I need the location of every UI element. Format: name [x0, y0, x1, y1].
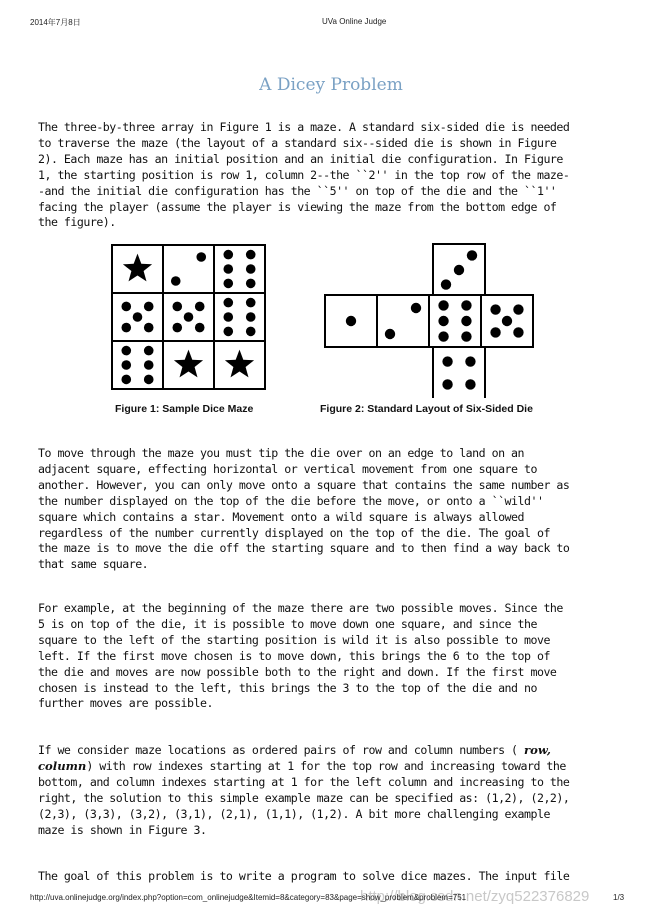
die-face-6 [429, 295, 481, 347]
pip [246, 312, 256, 322]
pip [411, 303, 421, 313]
die-face-2 [163, 245, 214, 293]
pip [195, 302, 205, 312]
pip [144, 375, 154, 385]
pip [121, 323, 131, 333]
figure-2-die-layout [323, 243, 538, 398]
pip [121, 375, 131, 385]
pip [223, 298, 233, 308]
paragraph-example: For example, at the beginning of the maze there are two possible moves. Since the 5 is on top of the die, it is possible to move down one square, and since the square to the left of the starting position is wild it is also possible to move left. If the first move chosen is to move down, this brings the 6 to the top of the die and moves are now possible both to the right and down. If the first move chosen is instead to the left, this brings the 3 to the top of the die and no further moves are possible. [38, 601, 563, 711]
paragraph-movement-rules: To move through the maze you must tip the die over on an edge to land on an adjacent square, effecting horizontal or vertical movement from one square to another. However, you can only move onto a square that contains the same number as the number displayed on the top of the die before the move, or onto a ``wild'' square which contains a star. Movement onto a wild square is always allowed regardless of the number currently displayed on the top of the die. The goal of the maze is to move the die off the starting square and to then find a way back to that same square. [38, 446, 570, 572]
pip [246, 250, 256, 260]
pip [461, 331, 471, 341]
pip [223, 264, 233, 274]
paragraph-solution-format: If we consider maze locations as ordered pairs of row and column numbers ( row, column) with row indexes starting at 1 for the top row and increasing toward the bottom, and column indexes starting at 1 for the left column and increasing to the right, the solution to this simple example maze can be specified as: (1,2), (2,2), (2,3), (3,3), (3,2), (3,1), (2,1), (1,1), (1,2). A bit more challenging example maze is shown in Figure 3. [38, 743, 570, 837]
pip [465, 379, 475, 389]
pip [223, 312, 233, 322]
pip [461, 300, 471, 310]
pip [246, 327, 256, 337]
term-row: row, [524, 743, 551, 757]
pip [465, 356, 475, 366]
pip [385, 329, 395, 339]
pip [442, 379, 452, 389]
pip [246, 298, 256, 308]
pip [346, 316, 356, 326]
pip [172, 302, 182, 312]
die-face-2 [377, 295, 429, 347]
pip [461, 316, 471, 326]
die-face-6 [214, 293, 265, 341]
term-column: column [38, 758, 87, 773]
paragraph-intro: The three-by-three array in Figure 1 is a maze. A standard six-sided die is needed to traverse the maze (the layout of a standard six--sided die is shown in Figure 2). Each maze has an initial position and an initial die configuration. In Figure 1, the starting position is row 1, column 2--the ``2'' in the top row of the maze- -and the initial die configuration has the ``5'' on top of the die and the ``1'' facing the player (assume the player is viewing the maze from the bottom edge of the figure). [38, 120, 570, 230]
pip [121, 346, 131, 356]
pip [513, 327, 523, 337]
pip [502, 316, 512, 326]
pip [223, 279, 233, 289]
figure-1-caption: Figure 1: Sample Dice Maze [115, 403, 254, 415]
pip [171, 276, 181, 286]
pip [438, 331, 448, 341]
pip [442, 356, 452, 366]
pip [438, 300, 448, 310]
figure-2-caption: Figure 2: Standard Layout of Six-Sided Die [320, 403, 533, 415]
pip [121, 360, 131, 370]
pip [223, 327, 233, 337]
pip [144, 360, 154, 370]
pip [144, 302, 154, 312]
die-face-6 [112, 341, 163, 389]
pip [144, 346, 154, 356]
die-face-6 [214, 245, 265, 293]
page-title: A Dicey Problem [259, 75, 403, 95]
pip [441, 279, 451, 289]
pip [196, 252, 206, 262]
pip [195, 323, 205, 333]
pip [184, 312, 194, 322]
die-face-4 [433, 347, 485, 398]
pip [454, 265, 464, 275]
pip [467, 250, 477, 260]
pip [223, 250, 233, 260]
pip [246, 264, 256, 274]
pip [144, 323, 154, 333]
watermark: http://blog.csdn.net/zyq522376829 [360, 888, 590, 905]
pip [490, 327, 500, 337]
print-page-number: 1/3 [613, 893, 625, 902]
pip [121, 302, 131, 312]
pip [438, 316, 448, 326]
print-footer-url: http://uva.onlinejudge.org/index.php?option=com_onlinejudge&Itemid=8&category=83&page=show_problem&problem=751 [30, 893, 467, 902]
figure-1-sample-dice-maze [110, 243, 267, 393]
pip [172, 323, 182, 333]
paragraph-goal: The goal of this problem is to write a program to solve dice mazes. The input file [38, 869, 570, 883]
print-date: 2014年7月8日 [30, 18, 81, 27]
pip [490, 304, 500, 314]
pip [246, 279, 256, 289]
pip [133, 312, 143, 322]
pip [513, 304, 523, 314]
print-site-name: UVa Online Judge [322, 17, 387, 26]
